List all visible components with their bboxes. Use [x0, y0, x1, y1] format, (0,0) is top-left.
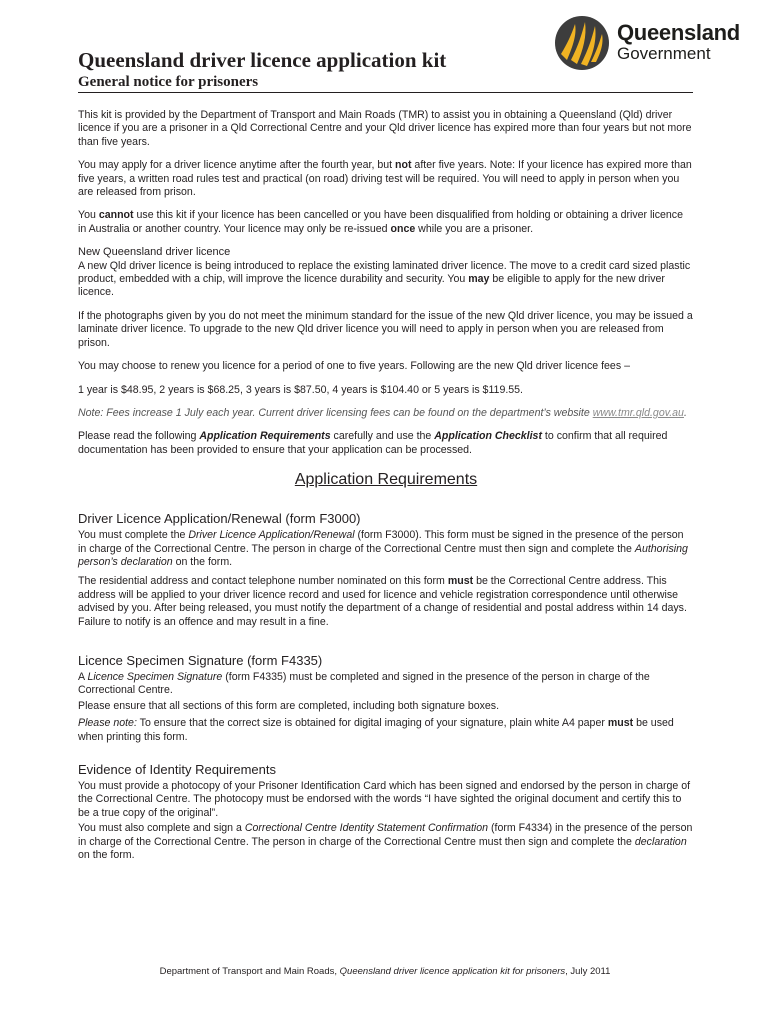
title-rule: [78, 92, 693, 93]
read-requirements-paragraph: Please read the following Application Requirements carefully and use the Application Checklist to confirm that all required documentation has been provided to ensure that your application can be processed.: [78, 430, 668, 456]
eoi-paragraph-2: You must also complete and sign a Correctional Centre Identity Statement Confirmation (form F4334) in the presence of the person in charge of the Correctional Centre. The person in charge of the Correctional Centre must then sign and complete the declaration on the form.: [78, 822, 693, 862]
licence-fees: 1 year is $48.95, 2 years is $68.25, 3 years is $87.50, 4 years is $104.40 or 5 years is $119.55.: [78, 383, 524, 396]
queensland-government-logo: [553, 14, 740, 74]
f3000-paragraph-1: You must complete the Driver Licence Application/Renewal (form F3000). This form must be signed in the presence of the person in charge of the Correctional Centre. The person in charge of the Correctional Centre must then sign and complete the Authorising person’s declaration on the form.: [78, 529, 688, 568]
page-footer: Department of Transport and Main Roads, Queensland driver licence application kit for prisoners, July 2011: [159, 966, 611, 977]
new-licence-paragraph-2: If the photographs given by you do not meet the minimum standard for the issue of the new Qld driver licence, you may be issued a laminate driver licence. To upgrade to the new Qld driver licence you will need to apply in person when you are released from prison.: [78, 309, 693, 349]
fees-note: Note: Fees increase 1 July each year. Current driver licensing fees can be found on the department’s website www.tmr.qld.gov.au.: [78, 406, 687, 419]
new-licence-paragraph-1: A new Qld driver licence is being introduced to replace the existing laminated driver licence. The move to a credit card sized plastic product, embedded with a chip, will improve the licence durability and security. You may be eligible to apply for the new driver licence.: [78, 259, 691, 299]
f4335-paragraph-2: Please ensure that all sections of this form are completed, including both signature boxes.: [78, 699, 500, 712]
logo-wordmark-line1: Queensland: [617, 20, 740, 45]
tmr-website-link[interactable]: www.tmr.qld.gov.au: [592, 406, 684, 419]
page-title: Queensland driver licence application kit: [78, 48, 447, 72]
maroon-coat-of-arms-icon: [553, 14, 611, 72]
intro-paragraph-1: This kit is provided by the Department of Transport and Main Roads (TMR) to assist you in obtaining a Queensland (Qld) driver licence if you are a prisoner in a Qld Correctional Centre and your Qld driver licence has expired more than four years but not more than five years.: [78, 109, 692, 148]
eoi-paragraph-1: You must provide a photocopy of your Prisoner Identification Card which has been signed and endorsed by the person in charge of the Correctional Centre. The photocopy must be endorsed with the words “I have sighted the original document and certify this to be a true copy of the original”.: [78, 780, 691, 819]
application-requirements-heading: Application Requirements: [294, 471, 478, 489]
f4335-paragraph-3: Please note: To ensure that the correct size is obtained for digital imaging of your signature, plain white A4 paper must be used when printing this form.: [78, 717, 674, 743]
document-body: [78, 109, 694, 864]
intro-paragraph-2: You may apply for a driver licence anytime after the fourth year, but not after five years. Note: If your licence has expired more than five years, a written road rules test and practical (on road) driving test will be required. You will need to apply in person when you are released from prison.: [78, 159, 692, 199]
new-licence-heading: New Queensland driver licence: [78, 246, 231, 259]
logo-wordmark-line2: Government: [617, 44, 711, 63]
f3000-paragraph-2: The residential address and contact telephone number nominated on this form must be the Correctional Centre address. This address will be applied to your driver licence record and used for licence and vehicle registration correspondence until otherwise advised by you. After being released, you must notify the department of a change of residential and postal address within 14 days. Failure to notify is an offence and may result in a fine.: [78, 575, 687, 628]
section-heading-f3000: Driver Licence Application/Renewal (form F3000): [78, 511, 361, 527]
f4335-paragraph-1: A Licence Specimen Signature (form F4335) must be completed and signed in the presence of the person in charge of the Correctional Centre.: [78, 670, 650, 697]
section-heading-f4335: Licence Specimen Signature (form F4335): [78, 652, 323, 668]
new-licence-paragraph-3: You may choose to renew you licence for a period of one to five years. Following are the new Qld driver licence fees –: [78, 360, 630, 373]
page-subtitle: General notice for prisoners: [78, 74, 259, 90]
section-heading-evidence-of-identity: Evidence of Identity Requirements: [78, 762, 276, 777]
intro-paragraph-3: You cannot use this kit if your licence has been cancelled or you have been disqualified from holding or obtaining a driver licence in Australia or another country. Your licence may only be re-issued once while you are a prisoner.: [78, 209, 683, 235]
